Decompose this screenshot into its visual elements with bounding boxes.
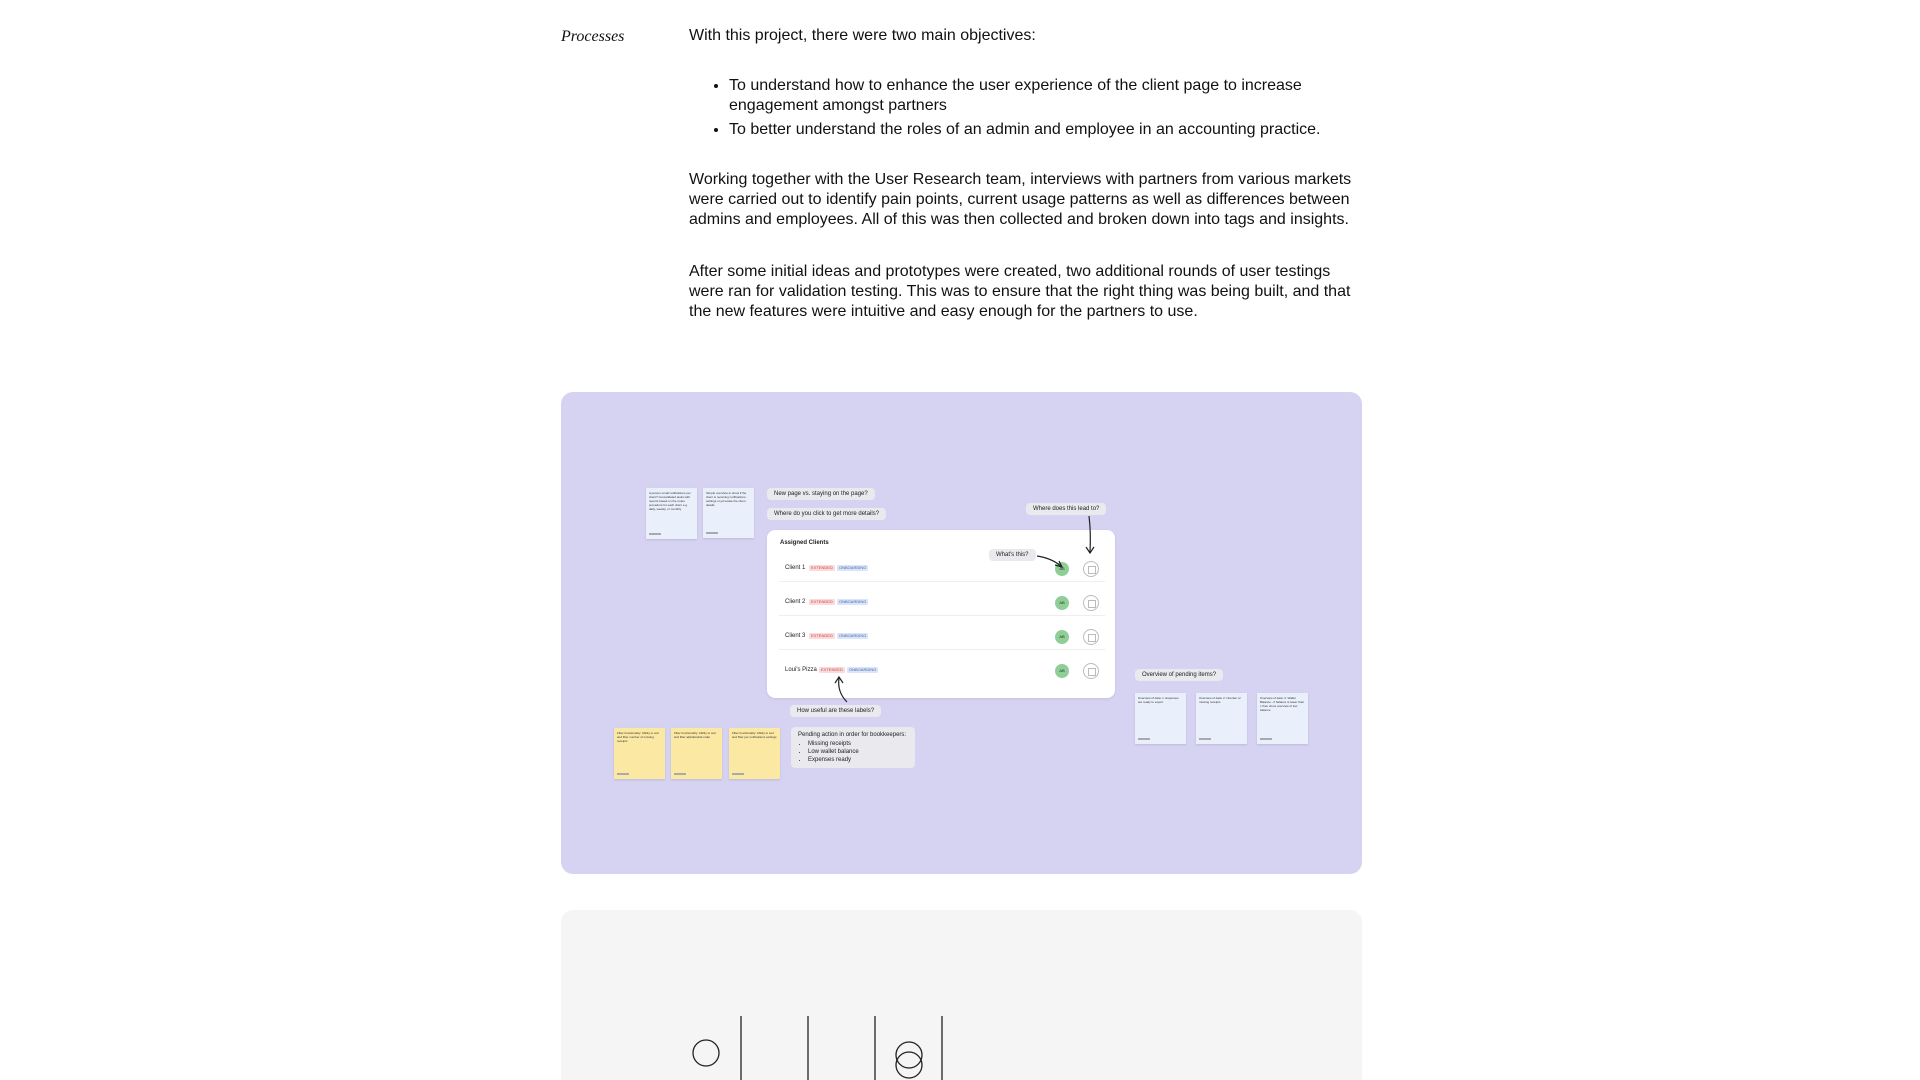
extended-tag: EXTENDED xyxy=(811,633,833,638)
annotation-arrows xyxy=(561,392,1362,874)
sticky-note-text: Filter functionality: Ability to sort and filter per notifications settings xyxy=(732,731,777,739)
sticky-note xyxy=(1196,693,1247,744)
extended-tag: EXTENDED xyxy=(811,565,833,570)
client-name: Client 2 xyxy=(785,599,806,605)
sticky-note-text: Simple overview to show if the client is receiving notifications - settings or jet locate the client details xyxy=(706,491,748,507)
avatar: AB xyxy=(1055,596,1069,610)
sticky-note xyxy=(614,728,665,779)
sticky-note xyxy=(671,728,722,779)
onboarding-tag: ONBOARDING xyxy=(839,599,867,604)
avatar: AB xyxy=(1055,562,1069,576)
client-name: Client 3 xyxy=(785,633,806,639)
illustration-card xyxy=(561,910,1362,1080)
client-name: Client 1 xyxy=(785,565,806,571)
paragraph-testing: After some initial ideas and prototypes were created, two additional rounds of user testings were ran for validation testing. This was to ensure that the right thing was being built, and that the new features were intuitive and easy enough for the partners to use. xyxy=(689,263,1351,320)
sticky-note-text: Filter functionality: Ability to sort and filter number of missing receipts xyxy=(617,731,660,743)
onboarding-tag: ONBOARDING xyxy=(839,633,867,638)
pending-action-item: • Low wallet balance xyxy=(808,748,908,756)
content-body xyxy=(689,26,1361,322)
research-board-card xyxy=(561,392,1362,874)
sticky-note xyxy=(729,728,780,779)
objectives-list xyxy=(729,76,1361,140)
pending-actions-title: Pending action in order for bookkeepers: xyxy=(798,732,907,738)
objective-item: • To understand how to enhance the user experience of the client page to increase engagement amongst partners xyxy=(729,76,1361,116)
question-bubble: What's this? xyxy=(989,549,1036,561)
client-name: Loui's Pizza xyxy=(785,667,817,673)
sticky-note-text: Overview of data: 2. Number of missing receipts xyxy=(1199,696,1241,704)
pending-actions-list xyxy=(808,740,908,764)
section-label: Processes xyxy=(561,28,625,45)
sticky-note-text: Overview of data: 1. Expenses are ready to export xyxy=(1138,696,1179,704)
onboarding-tag: ONBOARDING xyxy=(849,667,877,672)
extended-tag: EXTENDED xyxy=(821,667,843,672)
question-bubble: Where does this lead to? xyxy=(1026,503,1106,515)
assigned-clients-title: Assigned Clients xyxy=(780,540,829,546)
avatar: AB xyxy=(1055,664,1069,678)
sticky-note-text: A person email notifications per client? Consolidated tasks with reports based on the notes procedure for each client e.g. daily, weekly, or monthly xyxy=(649,491,691,511)
line-illustration xyxy=(561,910,1362,1080)
objective-item: • To better understand the roles of an admin and employee in an accounting practice. xyxy=(729,120,1361,140)
question-bubble: Where do you click to get more details? xyxy=(767,508,886,520)
intro-text: With this project, there were two main objectives: xyxy=(689,27,1036,44)
paragraph-research: Working together with the User Research team, interviews with partners from various markets were carried out to identify pain points, current usage patterns as well as differences between admins and employees. All of this was then collected and broken down into tags and insights. xyxy=(689,171,1352,228)
sticky-note-text: Overview of data: 3. Wallet Balance - if balance is lower than x then show overview of low balance xyxy=(1260,696,1305,712)
pending-actions-box xyxy=(791,727,915,768)
pending-action-item: • Missing receipts xyxy=(808,740,908,748)
extended-tag: EXTENDED xyxy=(811,599,833,604)
sticky-note-text: Filter functionality: Ability to sort and filter alphabetical order xyxy=(674,731,717,739)
onboarding-tag: ONBOARDING xyxy=(839,565,867,570)
question-bubble: New page vs. staying on the page? xyxy=(767,488,875,500)
question-bubble: Overview of pending items? xyxy=(1135,669,1223,681)
question-bubble: How useful are these labels? xyxy=(790,705,881,717)
pending-action-item: • Expenses ready xyxy=(808,756,908,764)
avatar: AB xyxy=(1055,630,1069,644)
sticky-note xyxy=(1257,693,1308,744)
sticky-note xyxy=(1135,693,1186,744)
